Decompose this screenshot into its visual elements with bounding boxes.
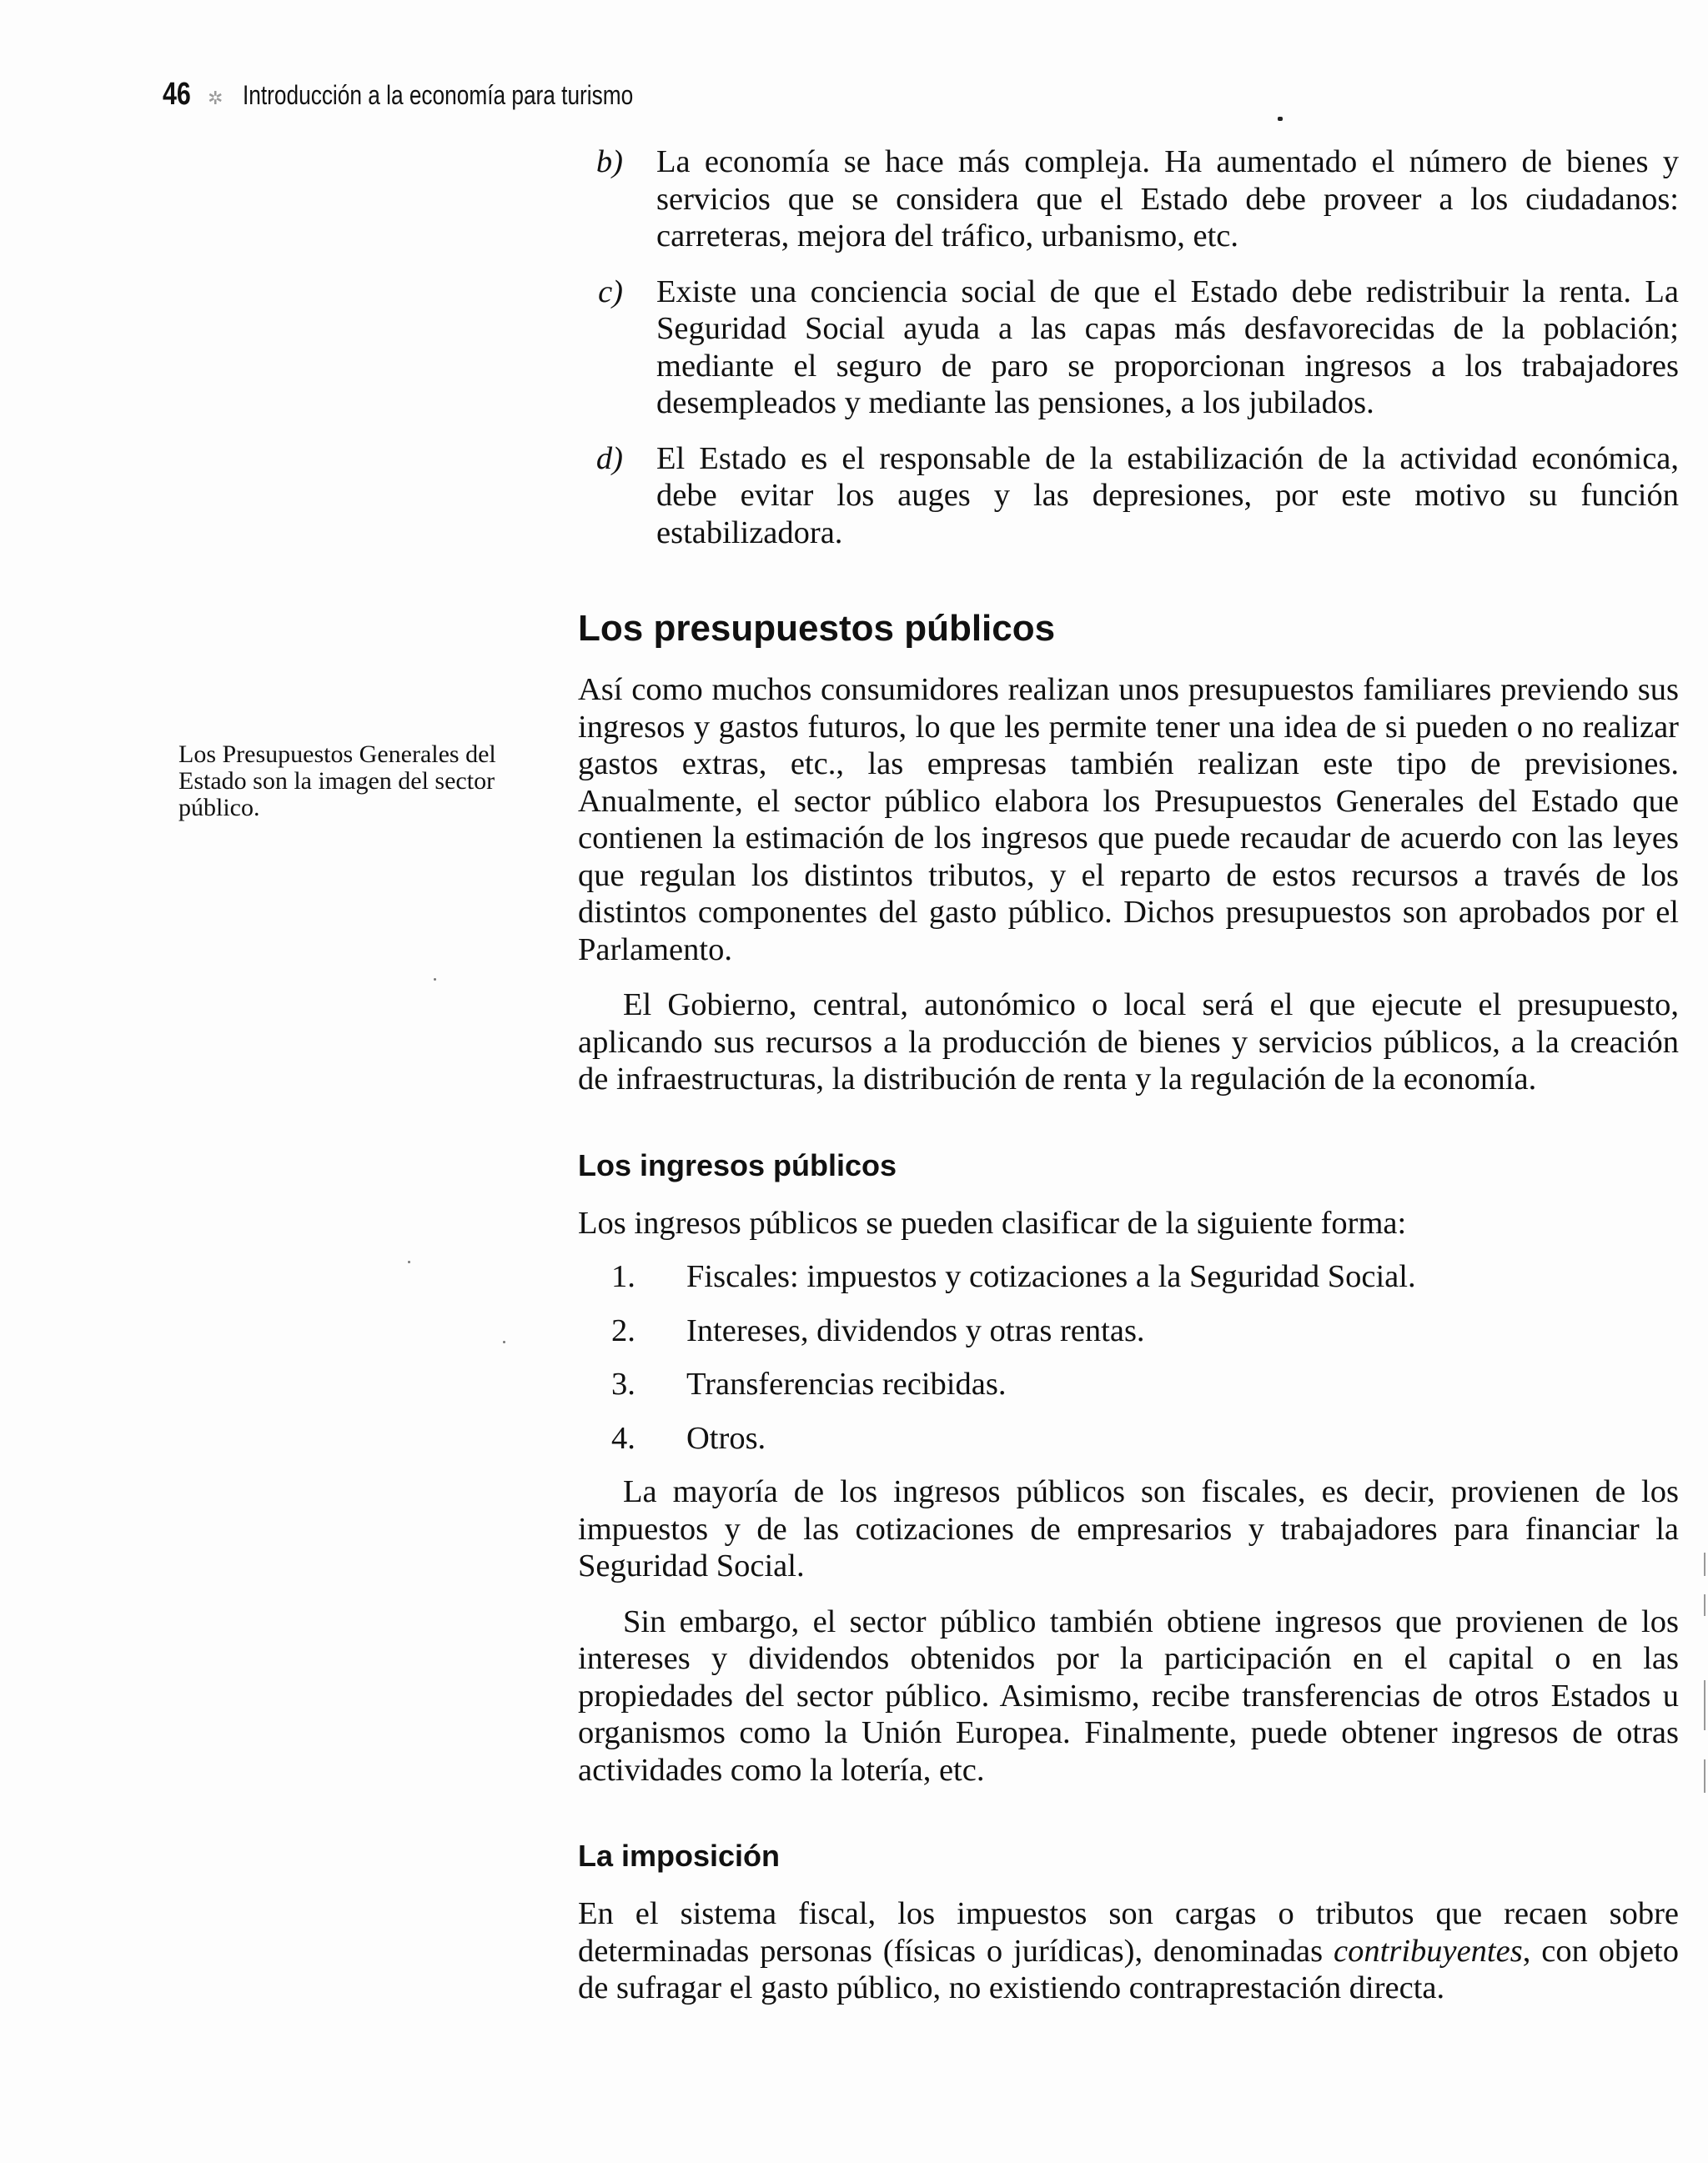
list-item <box>595 274 1679 422</box>
list-item <box>595 143 1679 255</box>
list-marker: d) <box>595 440 623 476</box>
section-heading: Los presupuestos públicos <box>578 608 1056 649</box>
subsection-heading: La imposición <box>578 1839 781 1873</box>
scan-edge <box>1704 1680 1705 1730</box>
scan-mark <box>1278 117 1283 121</box>
main-column <box>578 143 1679 2007</box>
list-marker: 4. <box>611 1420 635 1456</box>
emphasized-term: contribuyentes <box>1334 1933 1523 1969</box>
list-item <box>611 1366 1679 1403</box>
list-item <box>595 440 1679 552</box>
margin-note: Los Presupuestos Generales del Estado son la imagen del sector público. <box>178 740 496 821</box>
paragraph: Sin embargo, el sector público también obtiene ingresos que provienen de los intereses y dividendos obtenidos por la participación en el capital o en las propiedades del sector público. Asimismo, recibe transferencias de otros Estados u organismos como la Unión Europea. Finalmente, puede obtener ingresos de otras actividades como la lotería, etc. <box>578 1603 1679 1788</box>
scan-edge <box>1704 1594 1705 1616</box>
paragraph-text: En el sistema fiscal, los impuestos son cargas o tributos que recaen sobre determinadas personas (físicas o jurídicas), denominadas <box>578 1896 1679 1969</box>
subsection-heading: Los ingresos públicos <box>578 1147 897 1182</box>
page-number: 46 <box>163 77 191 112</box>
list-marker: b) <box>595 144 623 179</box>
list-item <box>611 1420 1679 1458</box>
list-item-text: Existe una conciencia social de que el Estado debe redistribuir la renta. La Seguridad Social ayuda a las capas más desfavorecidas de la población; mediante el seguro de paro se proporcionan ingresos a los trabajadores desempleados y mediante las pensiones, a los jubilados. <box>656 274 1679 420</box>
list-item-text: Transferencias recibidas. <box>686 1367 1007 1402</box>
scan-speck <box>408 1261 410 1263</box>
ornament-icon: ✲ <box>208 88 224 108</box>
paragraph: Así como muchos consumidores realizan unos presupuestos familiares previendo sus ingresos y gastos futuros, lo que les permite tener una idea de si pueden o no realizar gastos extras, etc., las empresas también realizan este tipo de previsiones. Anualmente, el sector público elabora los Presupuestos Generales del Estado que contienen la estimación de los ingresos que puede recaudar de acuerdo con las leyes que regulan los distintos tributos, y el reparto de estos recursos a través de los distintos componentes del gasto público. Dichos presupuestos son aprobados por el Parlamento. <box>578 672 1679 967</box>
running-header <box>163 77 719 113</box>
paragraph: La mayoría de los ingresos públicos son fiscales, es decir, provienen de los impuestos y de las cotizaciones de empresarios y trabajadores para financiar la Seguridad Social. <box>578 1474 1679 1583</box>
list-marker: 1. <box>611 1259 635 1294</box>
paragraph: El Gobierno, central, autonómico o local será el que ejecute el presupuesto, aplicando sus recursos a la producción de bienes y servicios públicos, a la creación de infraestructuras, la distribución de renta y la regulación de la economía. <box>578 987 1679 1097</box>
numbered-list <box>611 1258 1679 1457</box>
scan-edge <box>1704 1759 1705 1793</box>
list-item-text: Fiscales: impuestos y cotizaciones a la Seguridad Social. <box>686 1259 1416 1294</box>
book-title: Introducción a la economía para turismo <box>243 80 634 110</box>
scan-edge <box>1704 1553 1705 1576</box>
list-item-text: Otros. <box>686 1420 766 1456</box>
paragraph-text: , con objeto de sufragar el gasto público, no existiendo contraprestación directa. <box>578 1933 1679 2005</box>
paragraph <box>578 1895 1679 2007</box>
list-item-text: Intereses, dividendos y otras rentas. <box>686 1312 1145 1348</box>
list-item-text: El Estado es el responsable de la estabilización de la actividad económica, debe evitar los auges y las depresiones, por este motivo su función estabilizadora. <box>656 440 1679 550</box>
paragraph: Los ingresos públicos se pueden clasificar de la siguiente forma: <box>578 1205 1407 1241</box>
list-item <box>611 1312 1679 1350</box>
list-item <box>611 1258 1679 1296</box>
scan-speck <box>434 978 436 981</box>
lettered-list <box>595 143 1679 551</box>
list-marker: 2. <box>611 1312 635 1348</box>
list-marker: c) <box>598 274 623 309</box>
list-marker: 3. <box>611 1367 635 1402</box>
list-item-text: La economía se hace más compleja. Ha aumentado el número de bienes y servicios que se considera que el Estado debe proveer a los ciudadanos: carreteras, mejora del tráfico, urbanismo, etc. <box>656 144 1679 253</box>
scan-speck <box>503 1341 505 1343</box>
